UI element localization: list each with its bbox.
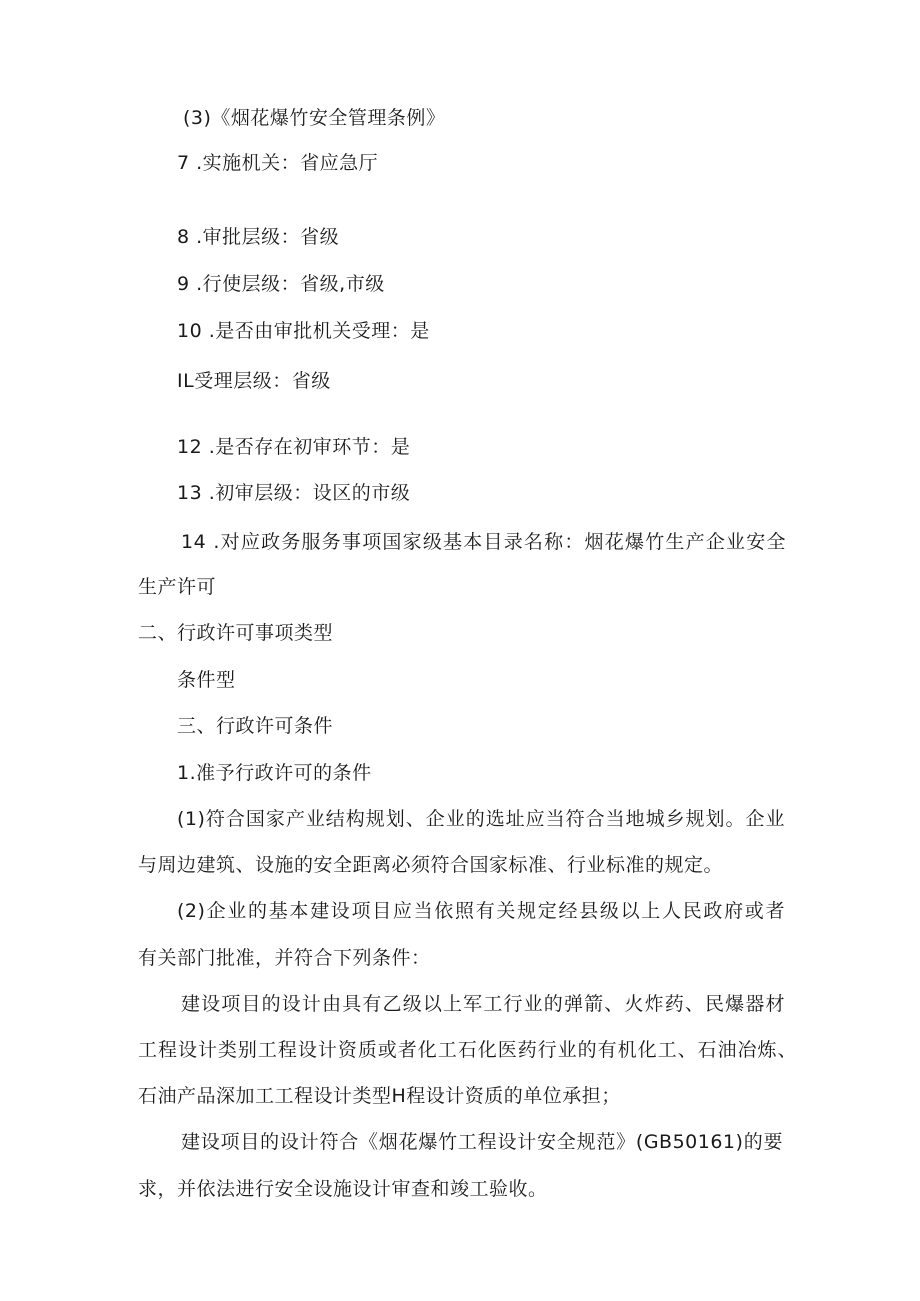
text-line: 二、行政许可事项类型 <box>138 622 334 644</box>
text-line: 与周边建筑、设施的安全距离必须符合国家标准、行业标准的规定。 <box>138 854 724 876</box>
text-line: 建设项目的设计由具有乙级以上军工行业的弹箭、火炸药、民爆器材 <box>181 993 785 1015</box>
text-line: IL受理层级：省级 <box>177 370 331 392</box>
text-line: 14 .对应政务服务事项国家级基本目录名称：烟花爆竹生产企业安全 <box>181 531 786 553</box>
text-line: 有关部门批准，并符合下列条件： <box>138 947 431 969</box>
text-line: 石油产品深加工工程设计类型H程设计资质的单位承担； <box>138 1085 621 1107</box>
text-line: (3)《烟花爆竹安全管理条例》 <box>183 107 446 129</box>
text-line: 9 .行使层级：省级,市级 <box>177 273 385 295</box>
text-line: 工程设计类别工程设计资质或者化工石化医药行业的有机化工、石油冶炼、 <box>138 1039 797 1061</box>
text-line: 1.准予行政许可的条件 <box>177 762 372 784</box>
text-line: 10 .是否由审批机关受理：是 <box>177 320 430 342</box>
text-line: (2)企业的基本建设项目应当依照有关规定经县级以上人民政府或者 <box>177 900 785 922</box>
text-line: (1)符合国家产业结构规划、企业的选址应当符合当地城乡规划。企业 <box>177 808 785 830</box>
text-line: 13 .初审层级：设区的市级 <box>177 482 411 504</box>
text-line: 7 .实施机关：省应急厅 <box>177 152 379 174</box>
text-line: 三、行政许可条件 <box>177 715 334 737</box>
text-line: 求，并依法进行安全设施设计审查和竣工验收。 <box>138 1178 548 1200</box>
text-line: 条件型 <box>177 669 236 691</box>
text-line: 12 .是否存在初审环节：是 <box>177 436 411 458</box>
text-line: 生产许可 <box>138 576 217 598</box>
text-line: 8 .审批层级：省级 <box>177 226 340 248</box>
text-line: 建设项目的设计符合《烟花爆竹工程设计安全规范》(GB50161)的要 <box>181 1131 783 1153</box>
